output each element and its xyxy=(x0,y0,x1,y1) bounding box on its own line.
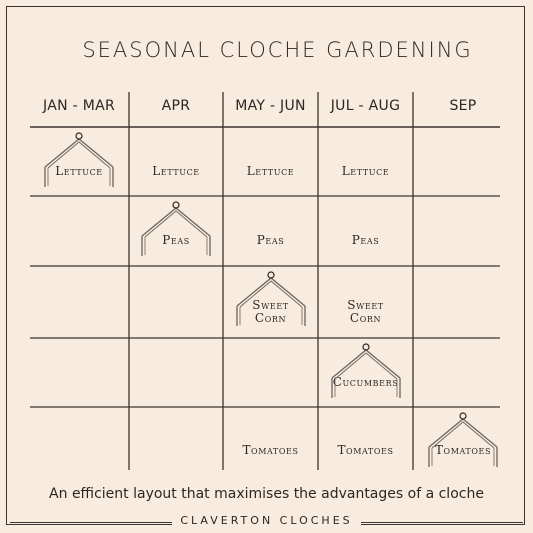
crop-label-lettuce xyxy=(221,165,321,179)
cloche-roof-inner xyxy=(145,211,207,237)
crop-label-line: Tomatoes xyxy=(434,443,492,458)
month-header-apr: APR xyxy=(161,98,191,114)
cloche-handle xyxy=(173,202,179,208)
cloche-roof-inner xyxy=(240,281,302,307)
cloche-handle xyxy=(460,413,466,419)
crop-label-line: Lettuce xyxy=(341,163,390,178)
crop-label-line: Lettuce xyxy=(55,163,103,178)
crop-label-lettuce xyxy=(316,165,416,179)
cloche-icon xyxy=(138,200,214,258)
page-title: SEASONAL CLOCHE GARDENING xyxy=(82,38,473,62)
crop-label-lettuce xyxy=(126,165,226,179)
cloche-roof-inner xyxy=(432,422,494,448)
crop-label-line: Cucumbers xyxy=(332,374,399,389)
crop-label-line: Sweet xyxy=(252,298,289,313)
crop-label-tomatoes xyxy=(221,444,321,458)
cloche-handle xyxy=(268,272,274,278)
cloche-handle xyxy=(76,133,82,139)
cloche-icon xyxy=(425,411,501,469)
crop-label-line: Corn xyxy=(349,311,382,326)
caption: An efficient layout that maximises the advantages of a cloche xyxy=(49,486,484,502)
month-header-may-jun: MAY - JUN xyxy=(235,98,306,114)
cloche-roof-outer xyxy=(45,139,113,167)
crop-label-line: Peas xyxy=(256,233,285,248)
crop-label-peas xyxy=(221,234,321,248)
crop-label-line: Sweet xyxy=(347,298,384,313)
crop-label-line: Peas xyxy=(162,233,190,248)
crop-label-line: Tomatoes xyxy=(337,443,394,458)
cloche-roof-outer xyxy=(332,350,400,378)
cloche-icon xyxy=(41,131,117,189)
month-header-sep: SEP xyxy=(449,98,477,114)
brand-name: CLAVERTON CLOCHES xyxy=(0,514,533,527)
cloche-roof-inner xyxy=(48,142,110,168)
crop-label-line: Lettuce xyxy=(152,163,200,178)
cloche-roof-outer xyxy=(429,419,497,447)
cloche-roof-outer xyxy=(142,208,210,236)
crop-label-line: Peas xyxy=(351,233,380,248)
cloche-icon xyxy=(233,270,309,328)
cloche-icon xyxy=(328,342,404,400)
cloche-roof-outer xyxy=(237,278,305,306)
cloche-roof-inner xyxy=(335,353,397,379)
crop-label-line: Corn xyxy=(254,311,287,326)
cloche-handle xyxy=(363,344,369,350)
crop-label-line: Tomatoes xyxy=(242,443,299,458)
crop-label-peas xyxy=(316,234,416,248)
month-header-jul-aug: JUL - AUG xyxy=(330,98,401,114)
crop-label-line: Lettuce xyxy=(246,163,295,178)
month-header-jan-mar: JAN - MAR xyxy=(43,98,115,114)
crop-label-sweet-corn xyxy=(316,299,416,325)
crop-label-tomatoes xyxy=(316,444,416,458)
